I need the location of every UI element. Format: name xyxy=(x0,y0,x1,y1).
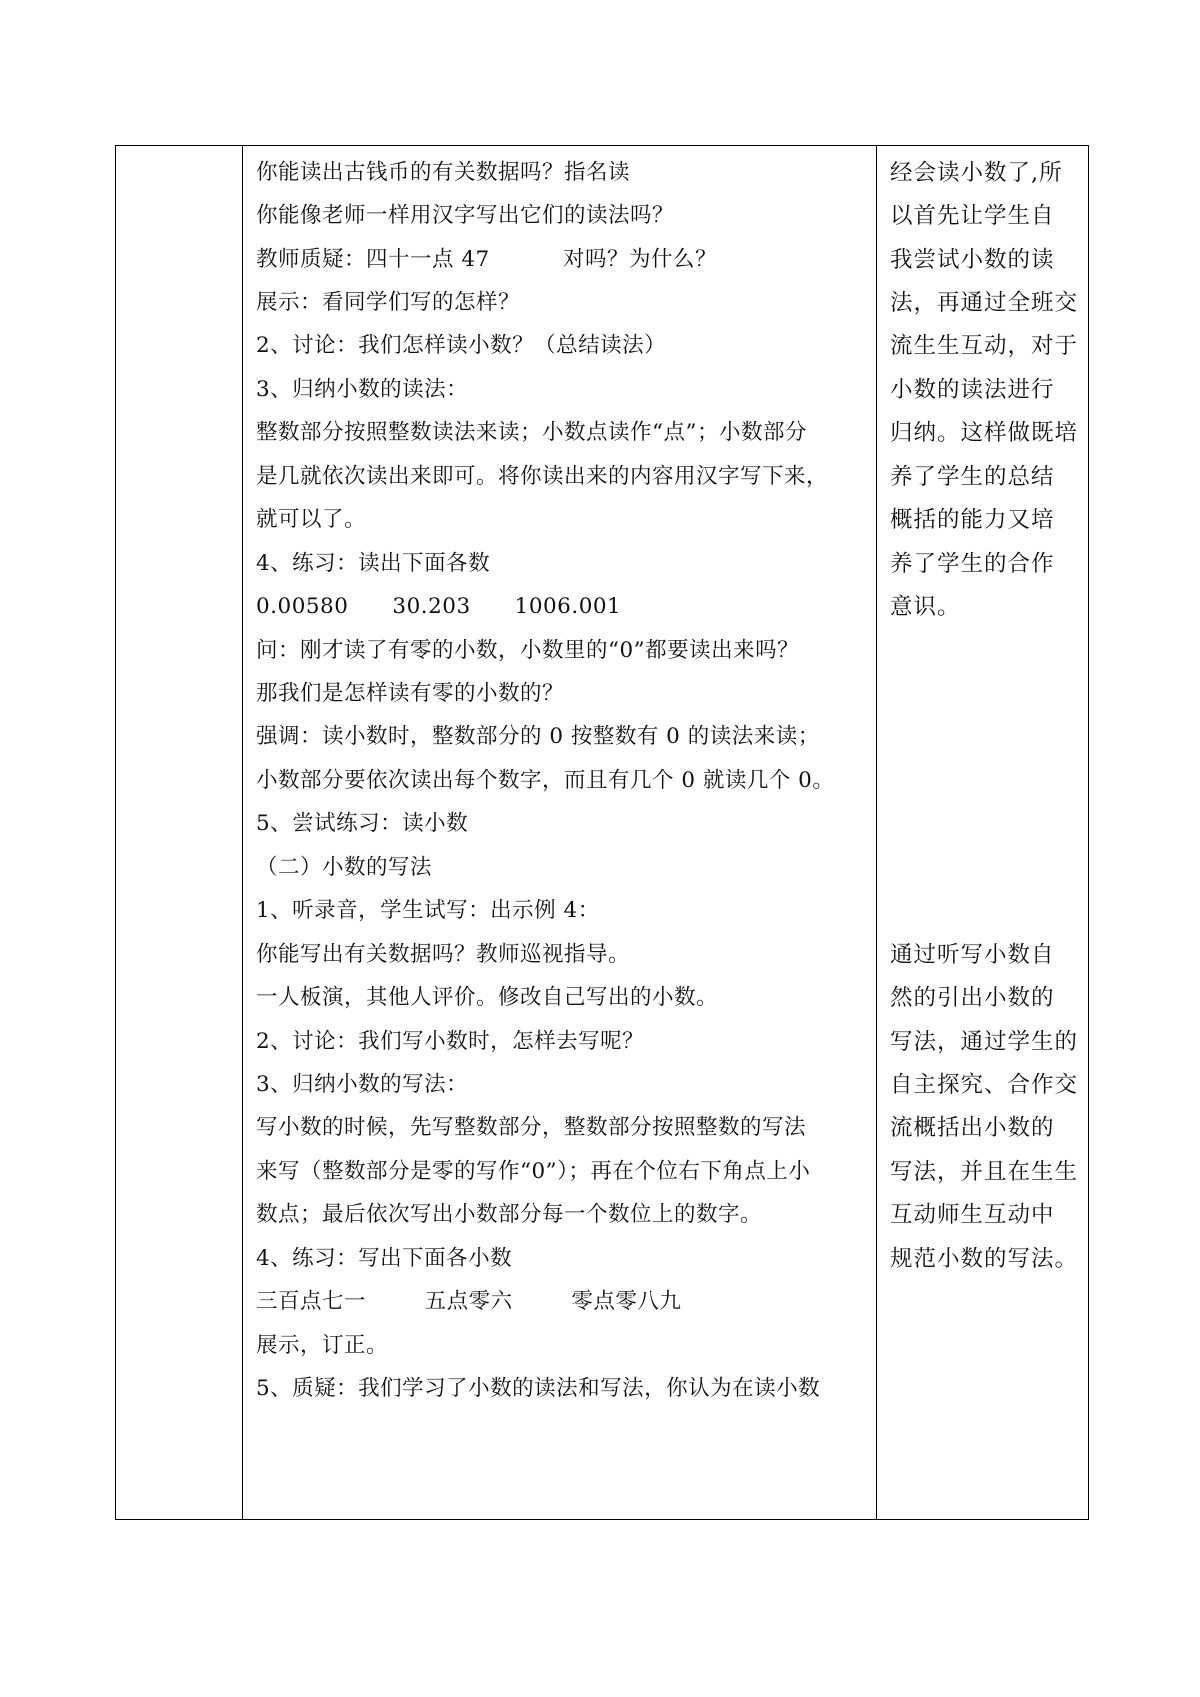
main-line-28: 展示，订正。 xyxy=(256,1333,389,1358)
note-reading-7: 归纳。这样做既培 xyxy=(890,420,1079,446)
note-reading-5: 流生生互动，对于 xyxy=(890,333,1079,359)
main-line-12: 问：刚才读了有零的小数，小数里的“0”都要读出来吗？ xyxy=(256,638,800,663)
note-writing-8: 规范小数的写法。 xyxy=(890,1246,1079,1272)
main-line-29: 5、质疑：我们学习了小数的读法和写法，你认为在读小数 xyxy=(256,1376,821,1401)
main-line-5: 2、讨论：我们怎样读小数？（总结读法） xyxy=(256,333,667,358)
main-line-16: 5、尝试练习：读小数 xyxy=(256,811,469,836)
main-line-26: 4、练习：写出下面各小数 xyxy=(256,1246,513,1271)
note-reading-10: 养了学生的合作 xyxy=(890,551,1055,577)
note-reading-8: 养了学生的总结 xyxy=(890,464,1055,490)
note-reading-2: 以首先让学生自 xyxy=(890,203,1055,229)
main-line-2: 你能像老师一样用汉字写出它们的读法吗？ xyxy=(256,203,675,228)
main-line-23: 写小数的时候，先写整数部分，整数部分按照整数的写法 xyxy=(256,1115,807,1140)
main-line-11: 0.00580 30.203 1006.001 xyxy=(256,594,622,619)
note-writing-1: 通过听写小数自 xyxy=(890,942,1055,968)
column-divider-left xyxy=(242,146,243,1519)
main-line-18: 1、听录音，学生试写：出示例 4： xyxy=(256,898,600,923)
note-reading-4: 法，再通过全班交 xyxy=(890,290,1079,316)
main-line-3: 教师质疑：四十一点 47 对吗？为什么？ xyxy=(256,247,718,272)
main-line-7: 整数部分按照整数读法来读；小数点读作“点”；小数部分 xyxy=(256,420,807,445)
note-writing-7: 互动师生互动中 xyxy=(890,1202,1055,1228)
main-line-27: 三百点七一 五点零六 零点零八九 xyxy=(256,1289,682,1314)
main-line-4: 展示：看同学们写的怎样？ xyxy=(256,290,521,315)
main-line-24: 来写（整数部分是零的写作“0”）；再在个位右下角点上小 xyxy=(256,1159,811,1184)
column-divider-right xyxy=(876,146,877,1519)
lesson-table xyxy=(115,145,1089,1520)
main-line-13: 那我们是怎样读有零的小数的？ xyxy=(256,681,565,706)
note-reading-1: 经会读小数了,所 xyxy=(890,160,1063,186)
main-line-8: 是几就依次读出来即可。将你读出来的内容用汉字写下来， xyxy=(256,464,829,489)
main-line-17: （二）小数的写法 xyxy=(256,855,433,880)
note-writing-6: 写法，并且在生生 xyxy=(890,1159,1079,1185)
main-line-19: 你能写出有关数据吗？教师巡视指导。 xyxy=(256,942,631,967)
main-line-10: 4、练习：读出下面各数 xyxy=(256,551,491,576)
main-line-9: 就可以了。 xyxy=(256,507,367,532)
note-writing-3: 写法，通过学生的 xyxy=(890,1029,1079,1055)
note-reading-6: 小数的读法进行 xyxy=(890,377,1055,403)
main-line-20: 一人板演，其他人评价。修改自己写出的小数。 xyxy=(256,985,719,1010)
note-writing-2: 然的引出小数的 xyxy=(890,985,1055,1011)
main-line-14: 强调：读小数时，整数部分的 0 按整数有 0 的读法来读； xyxy=(256,724,820,749)
main-line-6: 3、归纳小数的读法： xyxy=(256,377,469,402)
main-line-15: 小数部分要依次读出每个数字，而且有几个 0 就读几个 0。 xyxy=(256,768,835,793)
note-writing-5: 流概括出小数的 xyxy=(890,1115,1055,1141)
note-reading-11: 意识。 xyxy=(890,594,961,620)
main-line-1: 你能读出古钱币的有关数据吗？指名读 xyxy=(256,160,631,185)
note-reading-9: 概括的能力又培 xyxy=(890,507,1055,533)
main-line-22: 3、归纳小数的写法： xyxy=(256,1072,469,1097)
main-line-21: 2、讨论：我们写小数时，怎样去写呢？ xyxy=(256,1029,645,1054)
note-writing-4: 自主探究、合作交 xyxy=(890,1072,1079,1098)
note-reading-3: 我尝试小数的读 xyxy=(890,247,1055,273)
main-line-25: 数点；最后依次写出小数部分每一个数位上的数字。 xyxy=(256,1202,763,1227)
